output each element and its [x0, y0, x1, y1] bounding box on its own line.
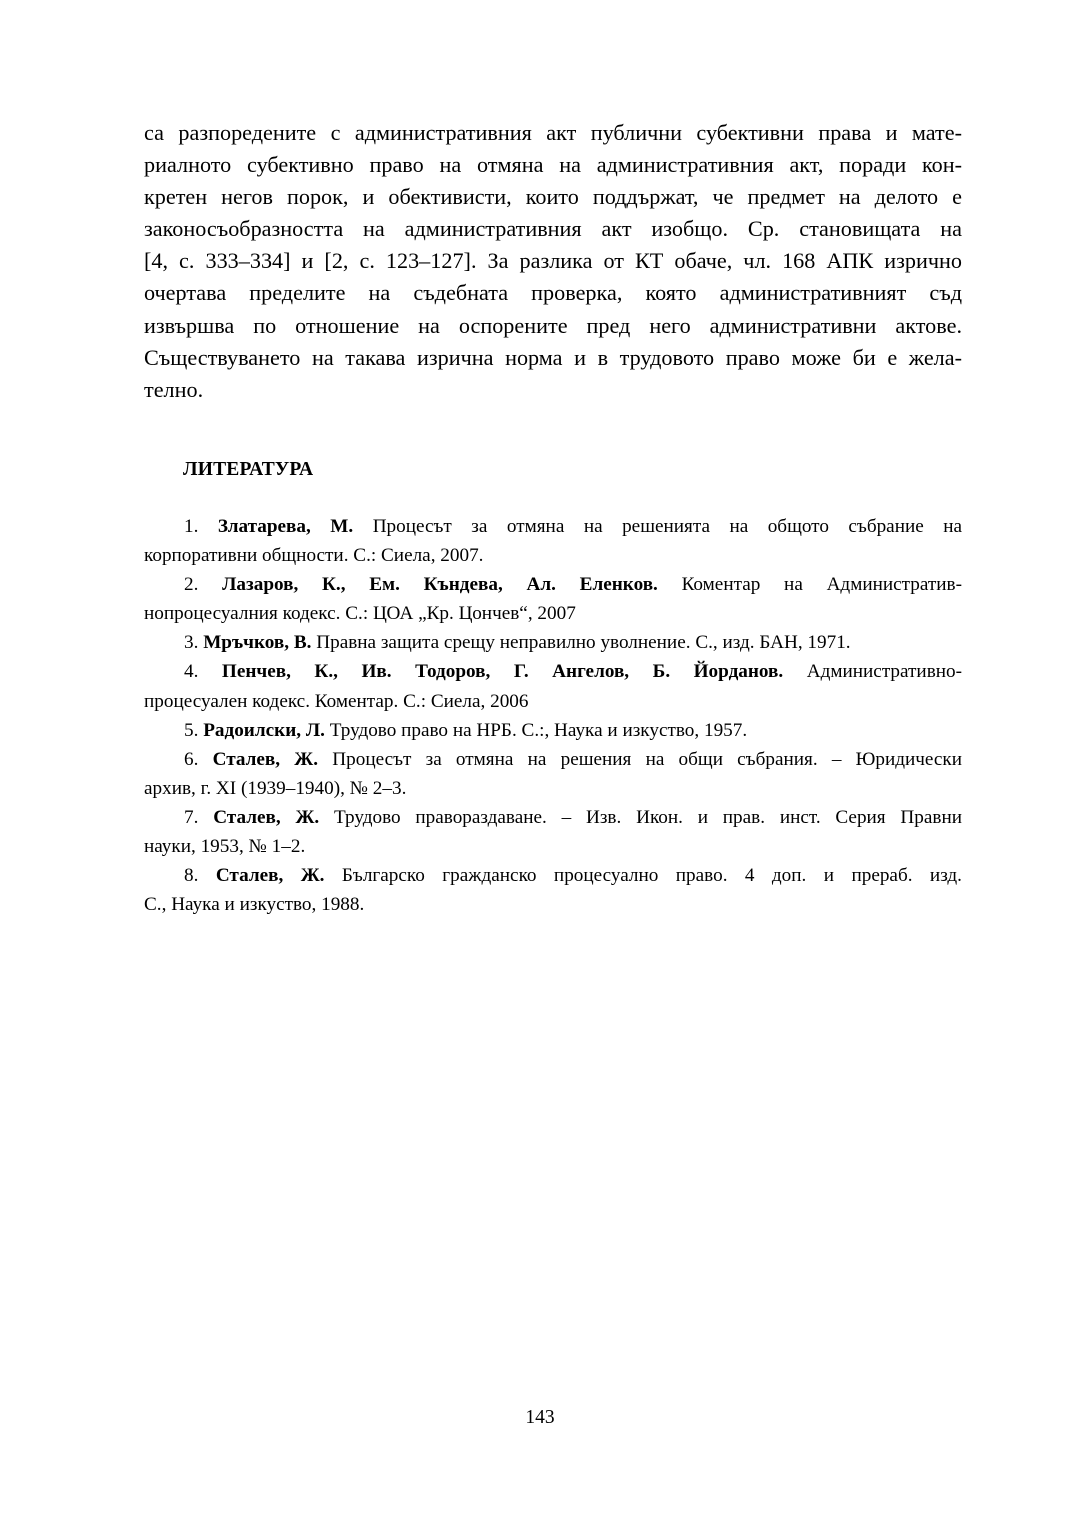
reference-number: 4. [184, 661, 199, 683]
reference-continuation: нопроцесуалния кодекс. С.: ЦОА „Кр. Цончев“, 2007 [144, 603, 576, 625]
body-line: кретен негов порок, и обективисти, които поддържат, че предмет на делото е [144, 184, 962, 210]
body-line: са разпоредените с административния акт публични субективни права и мате- [144, 120, 962, 145]
reference-item [144, 745, 962, 803]
reference-author: Мръчков, В. [203, 632, 312, 654]
reference-number: 1. [184, 516, 199, 537]
reference-author: Сталев, Ж. [215, 865, 325, 887]
reference-line [144, 657, 962, 686]
reference-item [144, 716, 962, 745]
reference-continuation: процесуален кодекс. Коментар. С.: Сиела, 2006 [144, 690, 529, 712]
reference-line [144, 803, 962, 832]
body-line: Съществуването на такава изрична норма и в трудовото право може би е жела- [144, 344, 962, 370]
reference-line [144, 861, 962, 890]
body-line: риалното субективно право на отмяна на административния акт, поради кон- [144, 152, 962, 178]
reference-continuation: науки, 1953, № 1–2. [144, 836, 306, 858]
body-line: законосъобразността на административния акт изобщо. Ср. становищата на [144, 216, 962, 242]
reference-text: Административно- [806, 661, 963, 683]
reference-author: Пенчев, К., Ив. Тодоров, Г. Ангелов, Б. Йорданов. [221, 661, 784, 683]
reference-number: 8. [184, 865, 199, 887]
reference-text: Трудово правораздаване. – Изв. Икон. и прав. инст. Серия Правни [334, 806, 962, 828]
body-line: телно. [144, 376, 204, 402]
body-paragraph [144, 117, 962, 406]
reference-text: Коментар на Административ- [681, 574, 962, 596]
reference-author: Лазаров, К., Ем. Къндева, Ал. Еленков. [222, 574, 658, 596]
reference-item [144, 570, 962, 628]
reference-text: Процесът за отмяна на решения на общи събрания. – Юридически [332, 748, 963, 770]
reference-item [144, 861, 962, 919]
reference-item [144, 512, 962, 570]
reference-line [144, 716, 962, 745]
reference-number: 3. [184, 632, 199, 654]
reference-line [144, 745, 962, 774]
reference-item [144, 657, 962, 715]
reference-number: 6. [184, 748, 199, 770]
reference-number: 5. [184, 719, 199, 741]
page-number: 143 [525, 1407, 555, 1428]
reference-item [144, 628, 962, 657]
reference-text: Процесът за отмяна на решенията на общото събрание на [372, 516, 963, 537]
reference-text: Трудово право на НРБ. С.:, Наука и изкуство, 1957. [329, 719, 748, 741]
literature-heading: ЛИТЕРАТУРА [183, 459, 314, 480]
reference-author: Сталев, Ж. [212, 748, 319, 770]
reference-author: Златарева, М. [217, 516, 354, 537]
reference-continuation: корпоративни общности. С.: Сиела, 2007. [144, 545, 484, 567]
reference-line [144, 512, 962, 541]
reference-line [144, 628, 962, 657]
body-line: очертава пределите на съдебната проверка, която административният съд [144, 280, 962, 306]
reference-line [144, 570, 962, 599]
reference-author: Радоилски, Л. [203, 719, 325, 741]
reference-number: 2. [184, 574, 199, 596]
reference-list [144, 512, 962, 919]
reference-text: Правна защита срещу неправилно уволнение. С., изд. БАН, 1971. [316, 632, 851, 654]
body-line: [4, с. 333–334] и [2, с. 123–127]. За разлика от КТ обаче, чл. 168 АПК изрично [144, 248, 962, 274]
reference-author: Сталев, Ж. [213, 806, 320, 828]
body-line: извършва по отношение на оспорените пред него административни актове. [144, 312, 962, 338]
reference-text: Българско гражданско процесуално право. 4 доп. и прераб. изд. [341, 865, 962, 887]
reference-continuation: С., Наука и изкуство, 1988. [144, 894, 365, 916]
reference-number: 7. [184, 806, 199, 828]
reference-item [144, 803, 962, 861]
reference-continuation: архив, г. XI (1939–1940), № 2–3. [144, 777, 407, 799]
